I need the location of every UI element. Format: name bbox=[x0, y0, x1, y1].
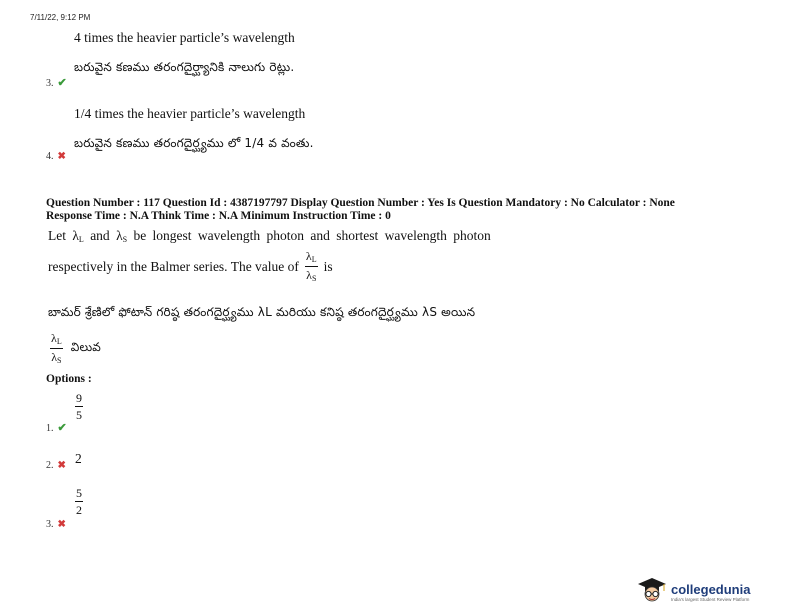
answer-option-3 bbox=[75, 487, 83, 516]
option-4-telugu: బరువైన కణము తరంగదైర్ఘ్యము లో 1/4 వ వంతు. bbox=[74, 136, 314, 150]
logo-tagline: India's largest Student Review Platform bbox=[671, 596, 750, 602]
answer-option-2-marker: 2. ✖ bbox=[46, 460, 66, 471]
logo-wordmark: collegedunia bbox=[671, 581, 751, 597]
option-4-number: 4. bbox=[46, 151, 54, 162]
option-3-english: 4 times the heavier particle’s wavelength bbox=[74, 30, 295, 45]
question-telugu-line-1: బామర్ శ్రేణిలో ఫోటాన్ గరిష్ఠ తరంగదైర్ఘ్యము λL మరియు కనిష్ఠ తరంగదైర్ఘ్యము λS అయిన bbox=[48, 305, 476, 319]
option-3-number: 3. bbox=[46, 78, 54, 89]
question-meta-line1: Question Number : 117 Question Id : 4387197797 Display Question Number : Yes Is Question Mandatory : No Calculator : None bbox=[46, 197, 675, 209]
option-4-marker bbox=[46, 146, 66, 164]
answer-option-1 bbox=[75, 392, 83, 421]
option-3-fraction: $\frac{5}{2}$ bbox=[76, 486, 82, 517]
graduate-mascot-icon bbox=[636, 576, 668, 607]
question-line-2: respectively in the Balmer series. The value of $\frac{\lambda_L}{\lambda_S}$ is bbox=[48, 249, 333, 283]
answer-option-2: 2 bbox=[75, 451, 82, 466]
question-line-1: Let $\lambda_L$ and $\lambda_S$ be longest wavelength photon and shortest wavelength photon bbox=[48, 228, 491, 244]
options-label: Options : bbox=[46, 373, 92, 385]
print-timestamp: 7/11/22, 9:12 PM bbox=[30, 13, 91, 22]
collegedunia-logo bbox=[636, 576, 750, 607]
option-3-telugu: బరువైన కణము తరంగదైర్ఘ్యానికి నాలుగు రెట్లు. bbox=[74, 60, 295, 74]
correct-check-icon: ✔ bbox=[57, 77, 67, 89]
question-telugu-line-2: $\frac{\lambda_L}{\lambda_S}$ విలువ bbox=[51, 331, 102, 365]
option-3-marker bbox=[46, 73, 67, 91]
wrong-cross-icon: ✖ bbox=[57, 519, 66, 530]
option-4-english: 1/4 times the heavier particle’s wavelength bbox=[74, 106, 306, 121]
wrong-cross-icon: ✖ bbox=[57, 151, 66, 162]
lambda-ratio-fraction: $\frac{\lambda_L}{\lambda_S}$ bbox=[305, 249, 317, 283]
lambda-ratio-fraction-telugu: $\frac{\lambda_L}{\lambda_S}$ bbox=[51, 331, 62, 365]
correct-check-icon: ✔ bbox=[57, 422, 67, 434]
question-meta-line2: Response Time : N.A Think Time : N.A Minimum Instruction Time : 0 bbox=[46, 210, 391, 222]
wrong-cross-icon: ✖ bbox=[57, 460, 66, 471]
option-1-fraction: $\frac{9}{5}$ bbox=[76, 391, 82, 422]
answer-option-1-marker: 1. ✔ bbox=[46, 422, 67, 434]
answer-option-3-marker: 3. ✖ bbox=[46, 519, 66, 530]
